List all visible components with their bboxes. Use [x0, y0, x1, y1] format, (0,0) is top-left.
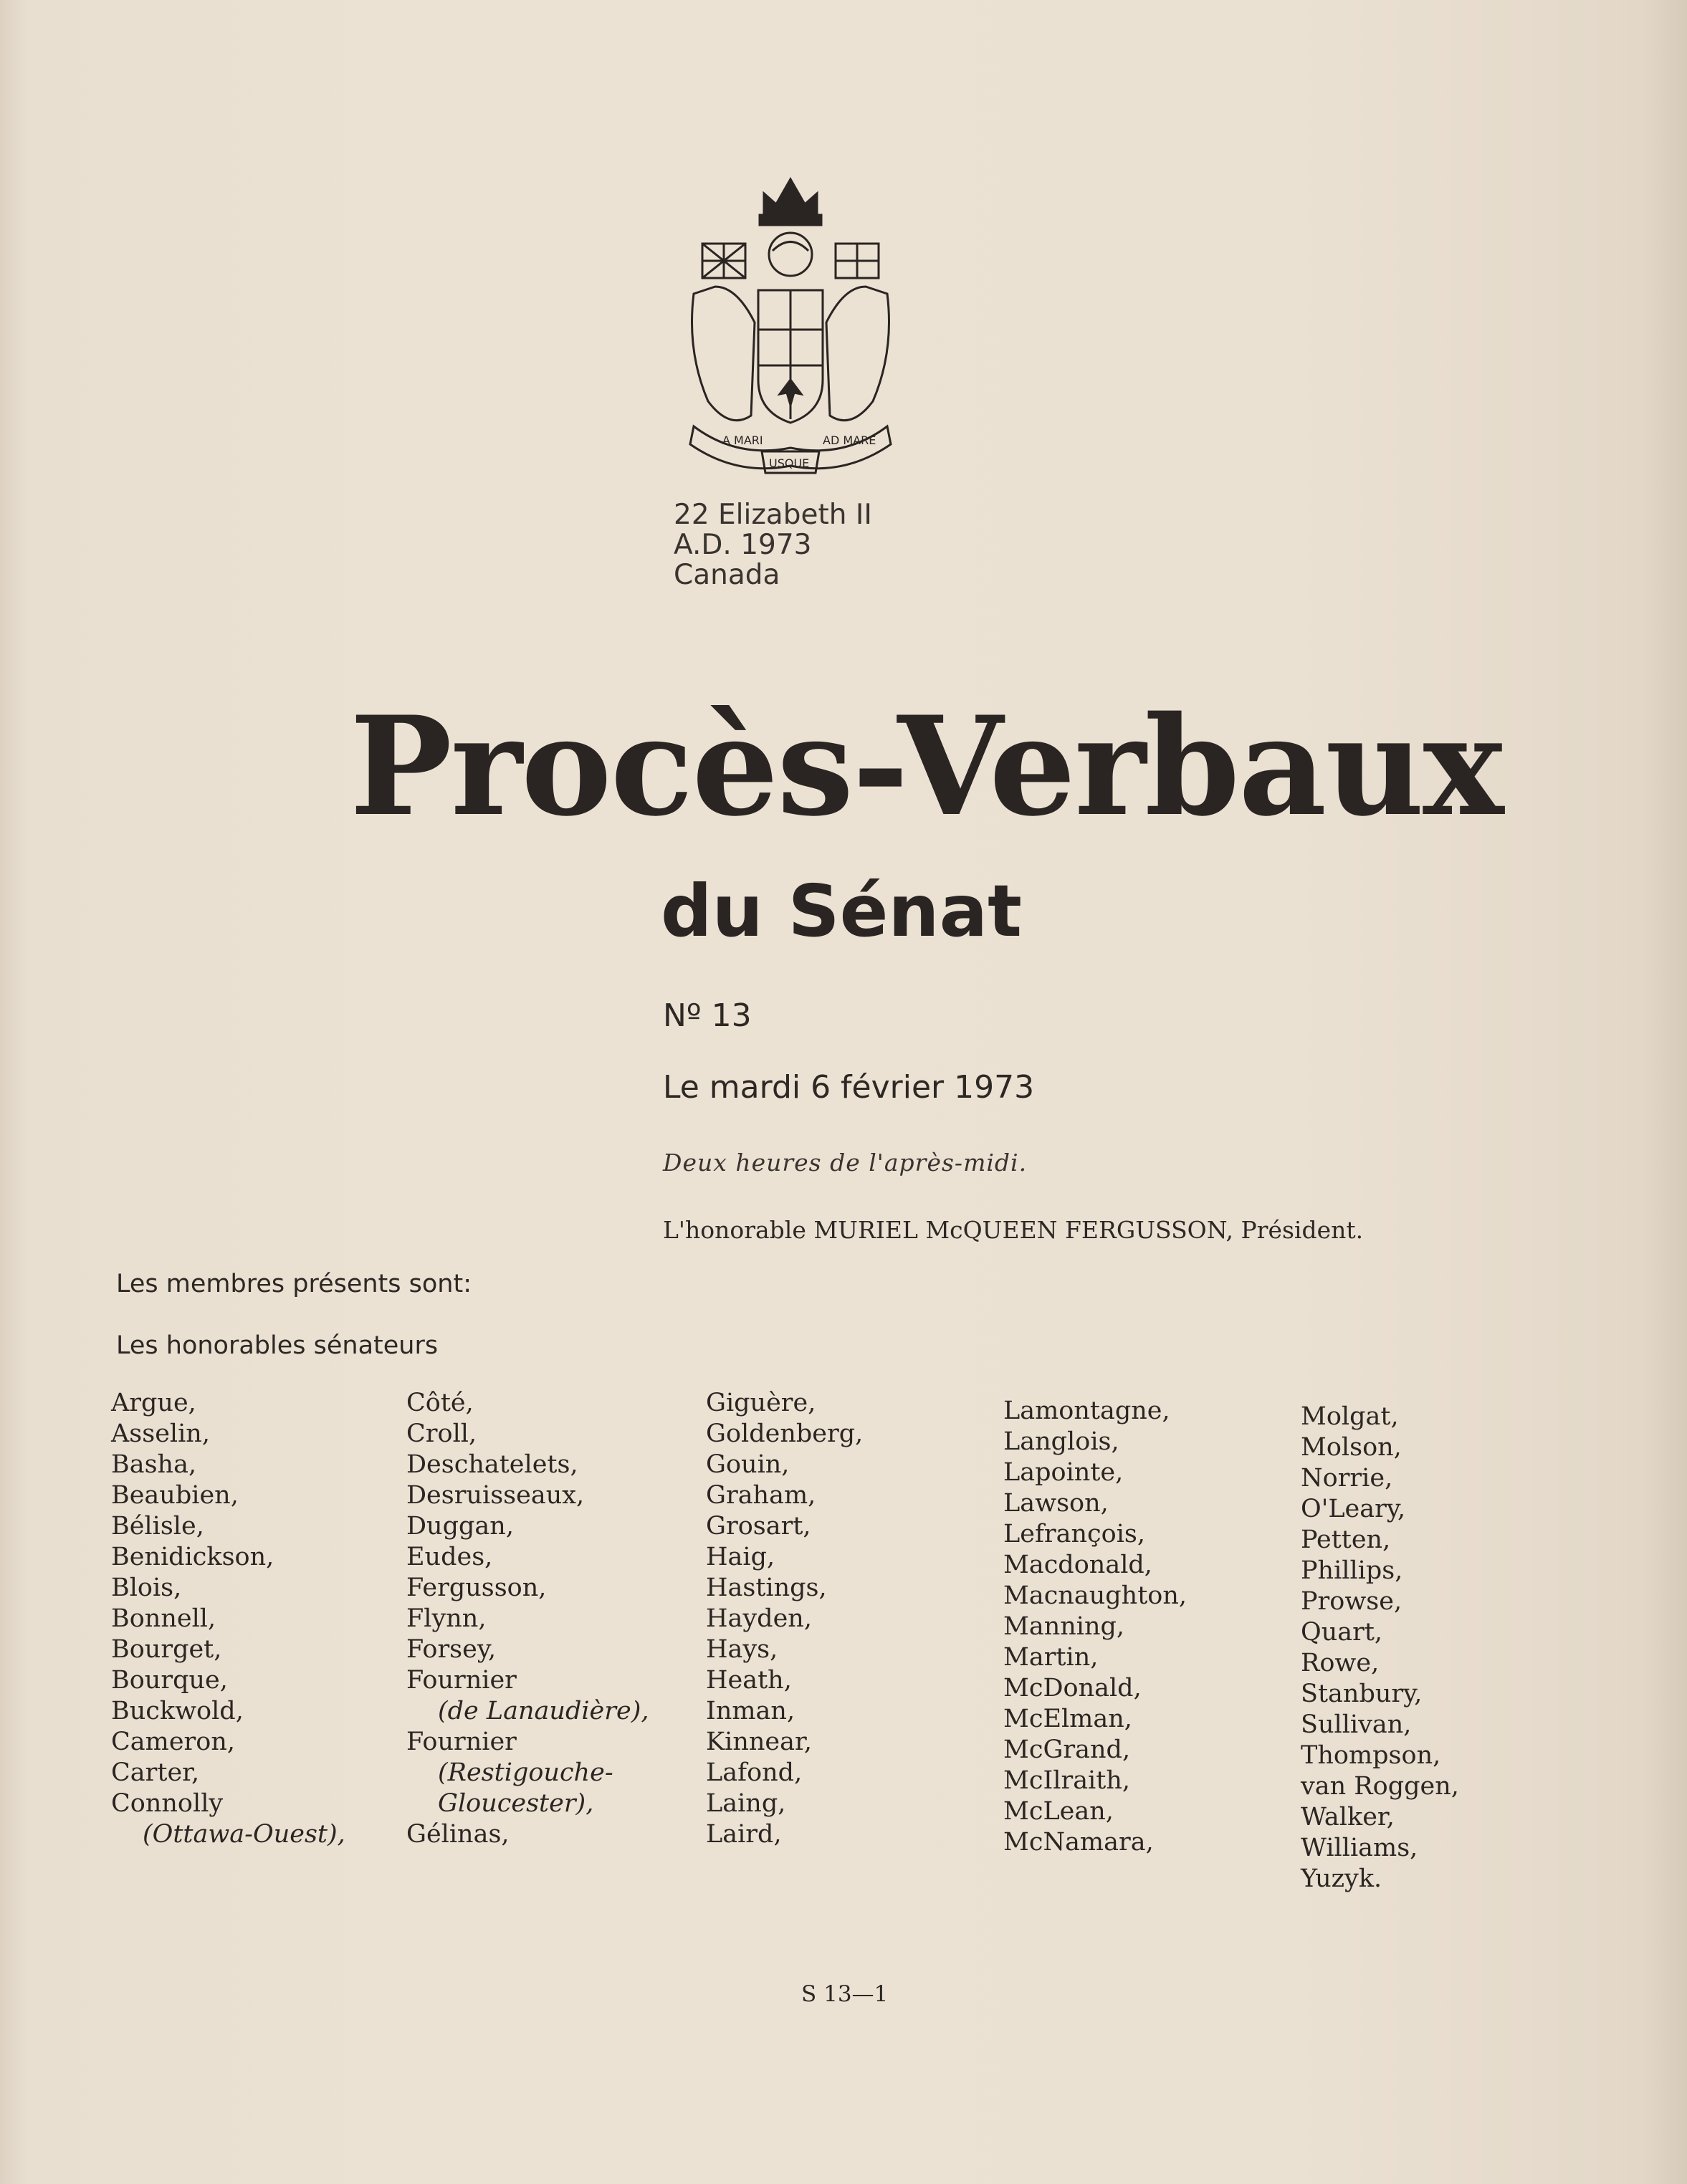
senator-name: Hayden,: [706, 1604, 812, 1633]
senator-name: Goldenberg,: [706, 1419, 864, 1448]
senator-name: van Roggen,: [1301, 1772, 1459, 1801]
senator-name: Eudes,: [406, 1543, 493, 1571]
senator-name: Fournier: [406, 1728, 517, 1756]
senator-name: Molson,: [1301, 1433, 1402, 1462]
senator-name: Quart,: [1301, 1618, 1383, 1647]
senator-name: (Restigouche-: [438, 1758, 613, 1787]
senator-name: Petten,: [1301, 1526, 1391, 1554]
senator-name: Rowe,: [1301, 1649, 1380, 1677]
motto-right: AD MARE: [823, 434, 876, 447]
senator-name: Argue,: [111, 1389, 196, 1417]
senator-name: Carter,: [111, 1758, 200, 1787]
senator-name: Laird,: [706, 1820, 782, 1849]
members-present-label: Les membres présents sont:: [116, 1270, 472, 1298]
senator-name: Duggan,: [406, 1512, 514, 1541]
senators-label: Les honorables sénateurs: [116, 1331, 439, 1360]
senator-name: Grosart,: [706, 1512, 811, 1541]
senator-name: O'Leary,: [1301, 1495, 1406, 1523]
senator-name: Manning,: [1003, 1612, 1125, 1641]
senator-name: Basha,: [111, 1450, 197, 1479]
sitting-date: Le mardi 6 février 1973: [663, 1069, 1035, 1106]
senator-name: Haig,: [706, 1543, 775, 1571]
senator-name: Desruisseaux,: [406, 1481, 585, 1510]
senator-name: Molgat,: [1301, 1402, 1399, 1431]
anno-domini: A.D. 1973: [674, 529, 812, 561]
senator-name: Bélisle,: [111, 1512, 204, 1541]
senator-name: Sullivan,: [1301, 1710, 1412, 1739]
senator-name: McNamara,: [1003, 1828, 1154, 1857]
senator-name: Hastings,: [706, 1574, 827, 1602]
senator-name: Yuzyk.: [1301, 1864, 1382, 1893]
senator-name: Gloucester),: [438, 1789, 594, 1818]
senator-name: Flynn,: [406, 1604, 487, 1633]
country: Canada: [674, 559, 780, 591]
senator-name: Gélinas,: [406, 1820, 510, 1849]
senator-name: McGrand,: [1003, 1735, 1131, 1764]
senator-name: Côté,: [406, 1389, 474, 1417]
senator-name: McElman,: [1003, 1705, 1132, 1733]
senator-name: Deschatelets,: [406, 1450, 578, 1479]
senator-name: Stanbury,: [1301, 1680, 1423, 1708]
senator-name: Norrie,: [1301, 1464, 1393, 1493]
page-subtitle: du Sénat: [661, 869, 1022, 953]
senator-name: McLean,: [1003, 1797, 1114, 1826]
senator-name: Lawson,: [1003, 1489, 1109, 1518]
crest-legend: [674, 500, 872, 590]
senator-name: Fergusson,: [406, 1574, 547, 1602]
senator-name: Cameron,: [111, 1728, 236, 1756]
senator-name: Forsey,: [406, 1635, 497, 1664]
senator-column-2: [406, 1388, 649, 1850]
senator-name: Giguère,: [706, 1389, 816, 1417]
senator-name: Asselin,: [111, 1419, 210, 1448]
senator-name: McDonald,: [1003, 1674, 1142, 1702]
senator-name: Lapointe,: [1003, 1458, 1124, 1487]
senator-name: Fournier: [406, 1666, 517, 1695]
senator-name: Heath,: [706, 1666, 792, 1695]
senator-name: Lamontagne,: [1003, 1397, 1170, 1425]
issue-number: Nº 13: [663, 997, 752, 1034]
senator-name: Thompson,: [1301, 1741, 1441, 1770]
senator-name: McIlraith,: [1003, 1766, 1130, 1795]
senator-name: Macdonald,: [1003, 1551, 1152, 1579]
senator-name: Bourque,: [111, 1666, 228, 1695]
senator-name: Langlois,: [1003, 1427, 1119, 1456]
senator-name: Kinnear,: [706, 1728, 813, 1756]
senator-name: (Ottawa-Ouest),: [143, 1820, 345, 1849]
senator-name: Prowse,: [1301, 1587, 1402, 1616]
senator-column-1: [111, 1388, 345, 1850]
senator-name: Bourget,: [111, 1635, 222, 1664]
senator-name: Benidickson,: [111, 1543, 274, 1571]
senator-name: Blois,: [111, 1574, 182, 1602]
senator-name: Connolly: [111, 1789, 224, 1818]
senator-name: Buckwold,: [111, 1697, 244, 1725]
senator-name: Walker,: [1301, 1803, 1395, 1831]
senator-name: Hays,: [706, 1635, 778, 1664]
presiding-officer: L'honorable MURIEL McQUEEN FERGUSSON, Président.: [663, 1216, 1364, 1244]
senator-name: Phillips,: [1301, 1556, 1403, 1585]
senator-name: Gouin,: [706, 1450, 790, 1479]
senator-name: Lefrançois,: [1003, 1520, 1146, 1548]
senator-column-5: [1301, 1402, 1459, 1895]
regnal-year: 22 Elizabeth II: [674, 499, 872, 531]
page-reference: S 13—1: [801, 1981, 889, 2007]
senator-name: Bonnell,: [111, 1604, 216, 1633]
motto-center: USQUE: [769, 456, 810, 470]
senator-name: Williams,: [1301, 1834, 1418, 1862]
senator-name: Laing,: [706, 1789, 786, 1818]
senator-column-4: [1003, 1396, 1187, 1858]
royal-coat-of-arms-icon: [672, 165, 909, 494]
senator-name: Beaubien,: [111, 1481, 239, 1510]
page-title: Procès-Verbaux: [350, 686, 1503, 846]
motto-left: A MARI: [722, 434, 763, 447]
senator-name: Lafond,: [706, 1758, 803, 1787]
senator-name: Graham,: [706, 1481, 816, 1510]
senator-name: Inman,: [706, 1697, 795, 1725]
senator-name: Martin,: [1003, 1643, 1099, 1672]
senator-name: (de Lanaudière),: [438, 1697, 649, 1725]
sitting-time: Deux heures de l'après-midi.: [663, 1149, 1028, 1177]
senator-name: Croll,: [406, 1419, 477, 1448]
senator-column-3: [706, 1388, 863, 1850]
senator-name: Macnaughton,: [1003, 1581, 1187, 1610]
